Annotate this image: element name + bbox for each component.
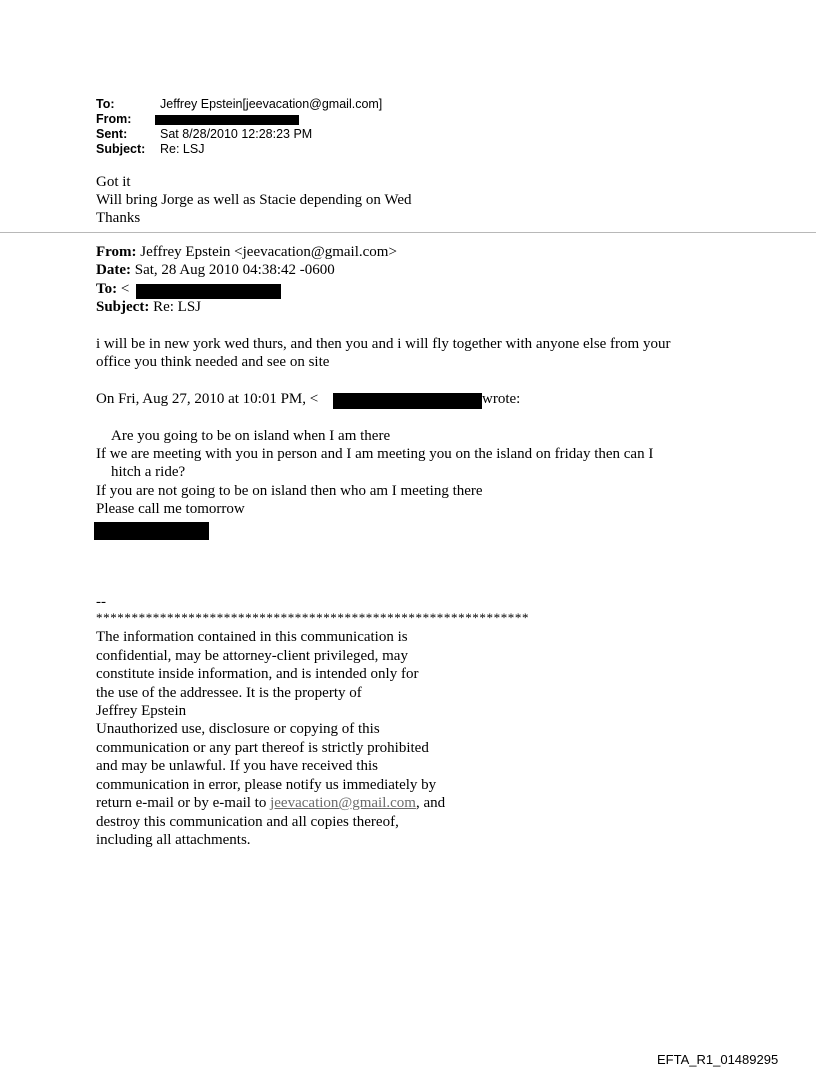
- reply-line: Will bring Jorge as well as Stacie depending on Wed: [96, 192, 412, 208]
- sent-value: Sat 8/28/2010 12:28:23 PM: [160, 127, 313, 141]
- nested-line: If we are meeting with you in person and I am meeting you on the island on friday then can I: [96, 446, 654, 462]
- reply-line: Thanks: [96, 210, 141, 226]
- quoted-subject: Subject: Re: LSJ: [96, 299, 202, 315]
- nested-line: hitch a ride?: [111, 464, 186, 480]
- redaction-box: [136, 284, 281, 299]
- notice-line: confidential, may be attorney-client privileged, may: [96, 648, 408, 664]
- notice-line: Unauthorized use, disclosure or copying of this: [96, 721, 380, 737]
- to-value: Jeffrey Epstein[jeevacation@gmail.com]: [160, 97, 383, 111]
- notice-line: Jeffrey Epstein: [96, 703, 187, 719]
- notice-line: The information contained in this communication is: [96, 629, 408, 645]
- nested-line: Are you going to be on island when I am there: [111, 428, 391, 444]
- notice-line: and may be unlawful. If you have received this: [96, 758, 378, 774]
- sent-label: Sent:: [96, 127, 128, 141]
- notice-line: including all attachments.: [96, 832, 251, 848]
- quoted-to: To: <: [96, 281, 130, 297]
- notice-line: communication or any part thereof is strictly prohibited: [96, 740, 429, 756]
- attribution-suffix: wrote:: [482, 391, 521, 407]
- notice-line-email: return e-mail or by e-mail to jeevacation@gmail.com, and: [96, 795, 446, 811]
- notice-line: destroy this communication and all copies thereof,: [96, 814, 399, 830]
- email-link[interactable]: jeevacation@gmail.com: [270, 795, 416, 811]
- quoted-line: office you think needed and see on site: [96, 354, 330, 370]
- notice-line: constitute inside information, and is intended only for: [96, 666, 419, 682]
- attribution-prefix: On Fri, Aug 27, 2010 at 10:01 PM, <: [96, 391, 319, 407]
- subject-label: Subject:: [96, 142, 146, 156]
- to-label: To:: [96, 97, 115, 111]
- quoted-date: Date: Sat, 28 Aug 2010 04:38:42 -0600: [96, 262, 335, 278]
- quoted-from: From: Jeffrey Epstein <jeevacation@gmail.com>: [96, 244, 397, 260]
- bates-number: EFTA_R1_01489295: [657, 1052, 779, 1067]
- notice-line: communication in error, please notify us immediately by: [96, 777, 437, 793]
- reply-line: Got it: [96, 174, 131, 190]
- notice-line: the use of the addressee. It is the property of: [96, 685, 362, 701]
- divider: [0, 232, 816, 233]
- redaction-box: [155, 115, 299, 125]
- redaction-box: [94, 522, 209, 540]
- signature-stars: *************************************************************: [96, 610, 530, 625]
- signature-dashes: --: [96, 594, 106, 610]
- quoted-line: i will be in new york wed thurs, and then you and i will fly together with anyone else from your: [96, 336, 671, 352]
- from-label: From:: [96, 112, 132, 126]
- nested-line: Please call me tomorrow: [96, 501, 245, 517]
- redaction-box: [333, 393, 482, 409]
- nested-line: If you are not going to be on island then who am I meeting there: [96, 483, 483, 499]
- subject-value: Re: LSJ: [160, 142, 205, 156]
